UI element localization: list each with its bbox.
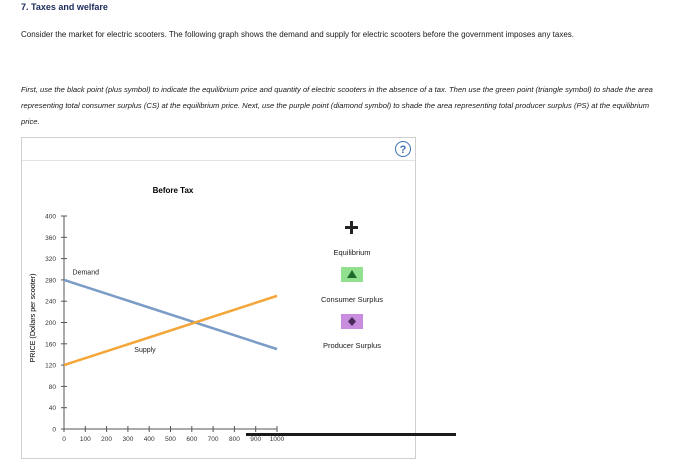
y-axis-label: PRICE (Dollars per scooter) — [28, 273, 37, 363]
x-tick-label: 1000 — [269, 436, 285, 443]
intro-text: Consider the market for electric scooters. The following graph shows the demand and supply for electric scooters before the government imposes any taxes. — [21, 30, 575, 39]
x-tick-label: 0 — [62, 436, 66, 443]
x-tick-label: 600 — [186, 436, 198, 443]
legend-producer-surplus-label: Producer Surplus — [323, 341, 381, 350]
y-tick-label: 400 — [45, 213, 56, 221]
x-tick-label: 100 — [79, 436, 91, 443]
x-tick-label: 900 — [250, 436, 262, 443]
supply-label: Supply — [134, 346, 156, 354]
x-tick-label: 800 — [228, 436, 240, 443]
plus-icon-bar — [345, 226, 358, 229]
y-tick-label: 120 — [45, 362, 56, 370]
producer-surplus-tool[interactable] — [341, 314, 363, 329]
diamond-icon — [341, 314, 363, 329]
legend-equilibrium-label: Equilibrium — [333, 248, 371, 257]
y-tick-label: 360 — [45, 234, 56, 242]
graph-panel — [21, 137, 416, 459]
triangle-icon — [341, 267, 363, 282]
y-tick-label: 0 — [52, 426, 56, 434]
x-tick-label: 700 — [207, 436, 219, 443]
y-tick-label: 160 — [45, 341, 56, 349]
curves — [64, 270, 277, 366]
demand-curve — [64, 280, 277, 349]
supply-curve — [64, 296, 277, 365]
chart-title: Before Tax — [152, 186, 194, 195]
y-tick-label: 200 — [45, 320, 56, 327]
axes — [45, 214, 284, 444]
equilibrium-tool[interactable] — [344, 221, 358, 235]
consumer-surplus-tool[interactable] — [341, 267, 363, 282]
y-tick-label: 40 — [48, 405, 56, 413]
legend-consumer-surplus-label: Consumer Surplus — [320, 295, 384, 304]
help-icon[interactable]: ? — [395, 141, 411, 157]
page-title: 7. Taxes and welfare — [21, 2, 108, 12]
y-tick-label: 320 — [45, 256, 56, 264]
demand-label: Demand — [72, 269, 99, 277]
scroll-indicator — [246, 433, 456, 436]
instructions-text: First, use the black point (plus symbol) to indicate the equilibrium price and quantity of electric scooters in the absence of a tax. Then use the green point (triangle symbol) to shade the area representing total consumer surplus (CS) at the equilibrium price. Next, use the purple point (diamond symbol) to shade the area representing total producer surplus (PS) at the equilibrium price. — [21, 85, 653, 126]
y-tick-label: 80 — [48, 383, 56, 391]
y-tick-label: 280 — [45, 277, 56, 285]
y-tick-label: 240 — [45, 298, 56, 306]
x-tick-label: 300 — [122, 436, 134, 443]
x-tick-label: 200 — [101, 436, 113, 443]
x-tick-label: 500 — [165, 436, 176, 443]
x-tick-label: 400 — [143, 436, 155, 443]
